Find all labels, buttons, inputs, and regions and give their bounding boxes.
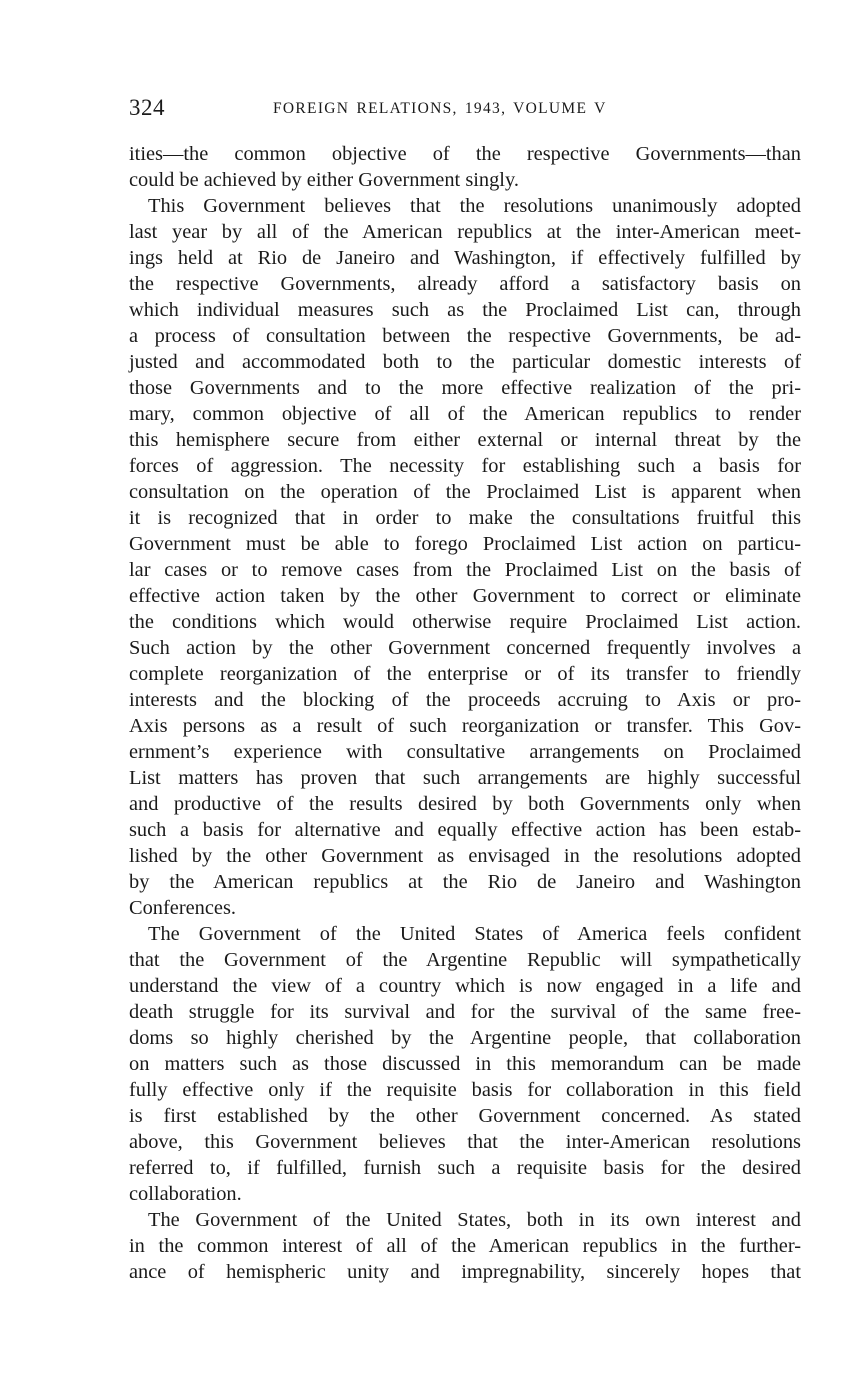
text-line: collaboration. [129,1183,242,1205]
text-line: List matters has proven that such arrangements are highly successful [129,767,801,789]
text-line: complete reorganization of the enterprise or of its transfer to friendly [129,663,801,685]
text-line: forces of aggression. The necessity for establishing such a basis for [129,455,801,477]
text-line: the conditions which would otherwise require Proclaimed List action. [129,611,801,633]
paragraph-resolutions [129,193,801,921]
text-line: Conferences. [129,897,237,919]
text-line: understand the view of a country which is now engaged in a life and [129,975,801,997]
paragraph-hemispheric-unity [129,1207,801,1285]
text-line: those Governments and to the more effective realization of the pri- [129,377,801,399]
text-line: Axis persons as a result of such reorganization or transfer. This Gov- [129,715,801,737]
text-line: justed and accommodated both to the particular domestic interests of [129,351,801,373]
body-text [129,141,801,1285]
text-line: consultation on the operation of the Proclaimed List is apparent when [129,481,801,503]
text-line: Government must be able to forego Proclaimed List action on particu- [129,533,801,555]
text-line: mary, common objective of all of the American republics to render [129,403,801,425]
text-line: is first established by the other Government concerned. As stated [129,1105,801,1127]
text-line: in the common interest of all of the American republics in the further- [129,1235,801,1257]
text-line: which individual measures such as the Proclaimed List can, through [129,299,801,321]
text-line: ities—the common objective of the respective Governments—than [129,143,801,165]
text-line: ernment’s experience with consultative arrangements on Proclaimed [129,741,801,763]
text-line: by the American republics at the Rio de Janeiro and Washington [129,871,801,893]
text-line: fully effective only if the requisite basis for collaboration in this field [129,1079,801,1101]
text-line: last year by all of the American republics at the inter-American meet- [129,221,801,243]
text-line: This Government believes that the resolutions unanimously adopted [148,195,801,217]
text-line: doms so highly cherished by the Argentine people, that collaboration [129,1027,801,1049]
text-line: ance of hemispheric unity and impregnability, sincerely hopes that [129,1261,801,1283]
text-line: could be achieved by either Government singly. [129,169,519,191]
text-line: it is recognized that in order to make the consultations fruitful this [129,507,801,529]
text-line: on matters such as those discussed in this memorandum can be made [129,1053,801,1075]
text-line: ings held at Rio de Janeiro and Washington, if effectively fulfilled by [129,247,801,269]
text-line: effective action taken by the other Government to correct or eliminate [129,585,801,607]
text-line: the respective Governments, already afford a satisfactory basis on [129,273,801,295]
text-line: that the Government of the Argentine Republic will sympathetically [129,949,801,971]
text-line: lished by the other Government as envisaged in the resolutions adopted [129,845,801,867]
paragraph-argentine-collaboration [129,921,801,1207]
text-line: The Government of the United States, both in its own interest and [148,1209,801,1231]
text-line: referred to, if fulfilled, furnish such a requisite basis for the desired [129,1157,801,1179]
text-line: and productive of the results desired by both Governments only when [129,793,801,815]
text-line: a process of consultation between the respective Governments, be ad- [129,325,801,347]
text-line: death struggle for its survival and for the survival of the same free- [129,1001,801,1023]
text-line: lar cases or to remove cases from the Proclaimed List on the basis of [129,559,801,581]
text-line: The Government of the United States of America feels confident [148,923,801,945]
text-line: above, this Government believes that the inter-American resolutions [129,1131,801,1153]
text-line: Such action by the other Government concerned frequently involves a [129,637,801,659]
running-header [129,94,801,124]
text-line: such a basis for alternative and equally effective action has been estab- [129,819,801,841]
page-number: 324 [129,95,165,120]
text-line: this hemisphere secure from either external or internal threat by the [129,429,801,451]
paragraph-continuation [129,141,801,193]
running-title: FOREIGN RELATIONS, 1943, VOLUME V [273,100,607,117]
text-line: interests and the blocking of the proceeds accruing to Axis or pro- [129,689,801,711]
